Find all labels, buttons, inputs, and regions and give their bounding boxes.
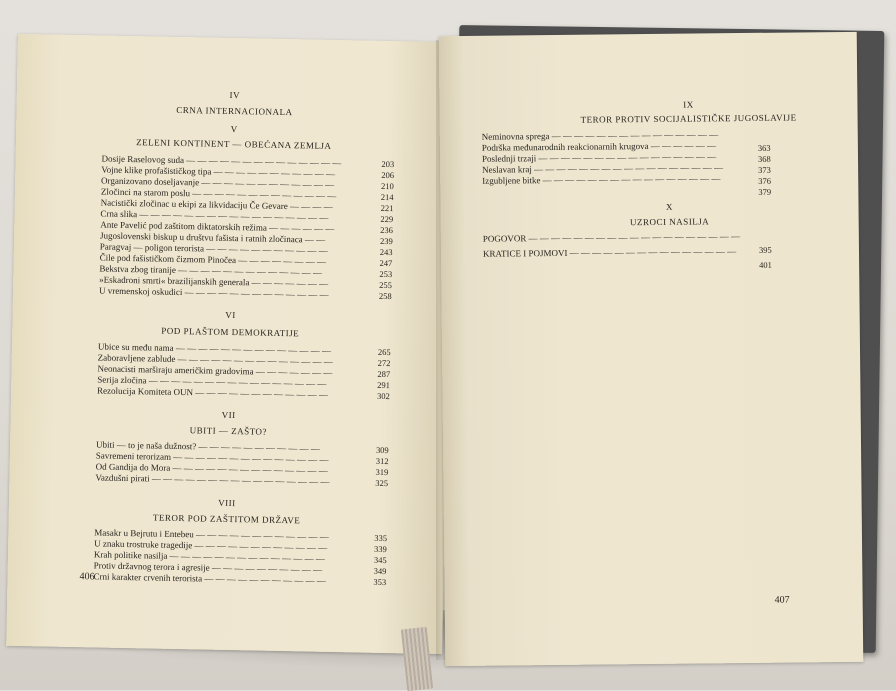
left-page bbox=[6, 34, 454, 654]
section-viii-title: TEROR POD ZAŠTITOM DRŽAVE bbox=[152, 512, 301, 526]
toc-entry[interactable]: Neonacisti marširaju američkim gradovima — — — — — — — bbox=[97, 363, 333, 378]
toc-page-number: 376 bbox=[758, 175, 772, 186]
toc-page-number: 312 bbox=[375, 455, 389, 467]
toc-entry[interactable]: Dosije Raselovog suda — — — — — — — — — — — — — — bbox=[101, 153, 342, 169]
toc-entry[interactable]: Neslavan kraj — — — — — — — — — — — — — — — — — bbox=[482, 162, 724, 175]
toc-page-number: 229 bbox=[380, 213, 394, 225]
toc-page-number: 325 bbox=[375, 477, 389, 489]
toc-page-number: 265 bbox=[377, 346, 391, 358]
toc-entry[interactable]: Podrška međunarodnih reakcionarnih krugova — — — — — — bbox=[481, 140, 717, 153]
toc-page-number: 353 bbox=[373, 576, 387, 588]
toc-entry[interactable]: Savremeni terorizam — — — — — — — — — — — — — — bbox=[95, 450, 329, 465]
toc-page-number: 203 bbox=[381, 158, 395, 170]
section-vii-number: VII bbox=[221, 409, 236, 421]
section-iv-title: CRNA INTERNACIONALA bbox=[176, 104, 293, 118]
toc-page-number: 395 bbox=[758, 244, 772, 255]
toc-page-number: 272 bbox=[377, 357, 391, 369]
section-ix-title: TEROR PROTIV SOCIJALISTIČKE JUGOSLAVIJE bbox=[580, 112, 797, 125]
toc-page-number: 368 bbox=[757, 153, 771, 164]
toc-entry[interactable]: Nacistički zločinac u ekipi za likvidaciju Če Gevare — — — — bbox=[100, 197, 333, 212]
toc-entry[interactable]: Čile pod fašističkom čizmom Pinočea — — — — — — — — bbox=[99, 252, 327, 267]
section-vii-title: UBITI — ZAŠTO? bbox=[189, 425, 268, 437]
toc-page-number: 309 bbox=[375, 444, 389, 456]
toc-entry[interactable]: Bekstva zbog tiranije — — — — — — — — — — — — — bbox=[99, 263, 323, 278]
toc-entry[interactable]: Zločinci na starom poslu — — — — — — — — — — — — — bbox=[100, 186, 337, 202]
section-vi-number: VI bbox=[225, 309, 236, 321]
toc-entry-pogovor[interactable]: POGOVOR — — — — — — — — — — — — — — — — — — — bbox=[482, 231, 741, 244]
toc-page-number: 243 bbox=[379, 246, 393, 258]
toc-page-number: 210 bbox=[380, 180, 394, 192]
toc-entry-kratice[interactable]: KRATICE I POJMOVI — — — — — — — — — — — — — — — bbox=[482, 246, 737, 259]
toc-page-number: 221 bbox=[380, 202, 394, 214]
toc-entry[interactable]: Paragvaj — poligon terorista — — — — — — — — — — — bbox=[99, 241, 328, 256]
toc-entry[interactable]: »Eskadroni smrti« brazilijanskih generala — — — — — — — bbox=[99, 274, 329, 289]
toc-page-number: 291 bbox=[377, 379, 391, 391]
toc-page-number: 379 bbox=[758, 186, 772, 197]
toc-page-number: 247 bbox=[379, 257, 393, 269]
section-vi-title: POD PLAŠTOM DEMOKRATIJE bbox=[161, 325, 300, 339]
toc-entry[interactable]: Masakr u Bejrutu i Entebeu — — — — — — — — — — — — bbox=[94, 527, 329, 542]
section-viii-number: VIII bbox=[218, 497, 236, 509]
toc-entry[interactable]: U znaku trostruke tragedije — — — — — — — — — — — — bbox=[94, 538, 328, 553]
right-page bbox=[439, 32, 864, 666]
section-x-title: UZROCI NASILJA bbox=[629, 216, 710, 228]
toc-entry[interactable]: Od Gandija do Mora — — — — — — — — — — — — — — bbox=[95, 461, 328, 476]
toc-page-number: 339 bbox=[373, 543, 387, 555]
toc-page-number: 239 bbox=[379, 235, 393, 247]
section-v-number: V bbox=[230, 123, 238, 135]
toc-entry[interactable]: Serija zločina — — — — — — — — — — — — — — — — bbox=[97, 374, 327, 389]
toc-entry[interactable]: Vazdušni pirati — — — — — — — — — — — — — — — — bbox=[95, 472, 330, 487]
toc-entry[interactable]: Krah politike nasilja — — — — — — — — — — — — — — bbox=[93, 549, 325, 564]
toc-entry[interactable]: Organizovano doseljavanje — — — — — — — — — — — — bbox=[101, 175, 335, 190]
toc-entry[interactable]: Ubice su među nama — — — — — — — — — — — — — — bbox=[97, 341, 332, 356]
section-x-number: X bbox=[665, 201, 674, 212]
toc-page-number: 335 bbox=[374, 532, 388, 544]
page-folio-right: 407 bbox=[774, 594, 790, 606]
toc-page-number: 287 bbox=[377, 368, 391, 380]
section-iv-number: IV bbox=[229, 89, 241, 101]
toc-entry[interactable]: Zaboravljene zablude — — — — — — — — — — — — — — bbox=[97, 352, 333, 367]
toc-entry[interactable]: Izgubljene bitke — — — — — — — — — — — — — — — — bbox=[482, 173, 721, 186]
toc-page-number: 363 bbox=[757, 142, 771, 153]
toc-entry[interactable]: Crni karakter crvenih terorista — — — — — — — — — — — bbox=[93, 571, 327, 586]
toc-page-number: 214 bbox=[380, 191, 394, 203]
toc-page-number: 319 bbox=[375, 466, 389, 478]
toc-page-number: 236 bbox=[380, 224, 394, 236]
toc-page-number: 253 bbox=[379, 268, 393, 280]
toc-page-number: 345 bbox=[373, 554, 387, 566]
toc-entry[interactable]: Crna slika — — — — — — — — — — — — — — — — — bbox=[100, 208, 329, 223]
toc-entry[interactable]: Poslednji trzaji — — — — — — — — — — — — — — — — bbox=[481, 151, 717, 164]
toc-entry[interactable]: Jugoslovenski biskup u društvu fašista i ratnih zločinaca — — bbox=[99, 230, 326, 245]
toc-entry[interactable]: Vojne klike profašističkog tipa — — — — — — — — — — — bbox=[101, 164, 336, 179]
toc-page-number: 373 bbox=[758, 164, 771, 175]
toc-page-number: 206 bbox=[381, 169, 395, 181]
section-ix-number: IX bbox=[683, 99, 694, 110]
toc-page-number: 258 bbox=[378, 290, 392, 302]
section-v-title: ZELENI KONTINENT — OBEĆANA ZEMLJA bbox=[136, 137, 332, 151]
toc-entry[interactable]: U vremenskoj oskudici — — — — — — — — — — — — — bbox=[98, 285, 329, 300]
toc-page-number: 302 bbox=[376, 390, 390, 402]
toc-entry[interactable]: Neminovna sprega — — — — — — — — — — — — — — — bbox=[481, 129, 719, 142]
toc-entry[interactable]: Ante Pavelić pod zaštitom diktatorskih režima — — — — — — bbox=[100, 219, 335, 234]
page-folio-left: 406 bbox=[79, 571, 95, 583]
toc-page-number: 349 bbox=[373, 565, 387, 577]
toc-entry[interactable]: Rezolucija Komiteta OUN — — — — — — — — — — — — bbox=[96, 385, 329, 400]
toc-entry[interactable]: Protiv državnog terora i agresije — — — — — — — — — — bbox=[93, 560, 323, 575]
toc-page-number: 401 bbox=[759, 259, 772, 270]
toc-page-number: 255 bbox=[379, 279, 393, 291]
toc-entry[interactable]: Ubiti — to je naša dužnost? — — — — — — — — — — — bbox=[95, 439, 321, 454]
